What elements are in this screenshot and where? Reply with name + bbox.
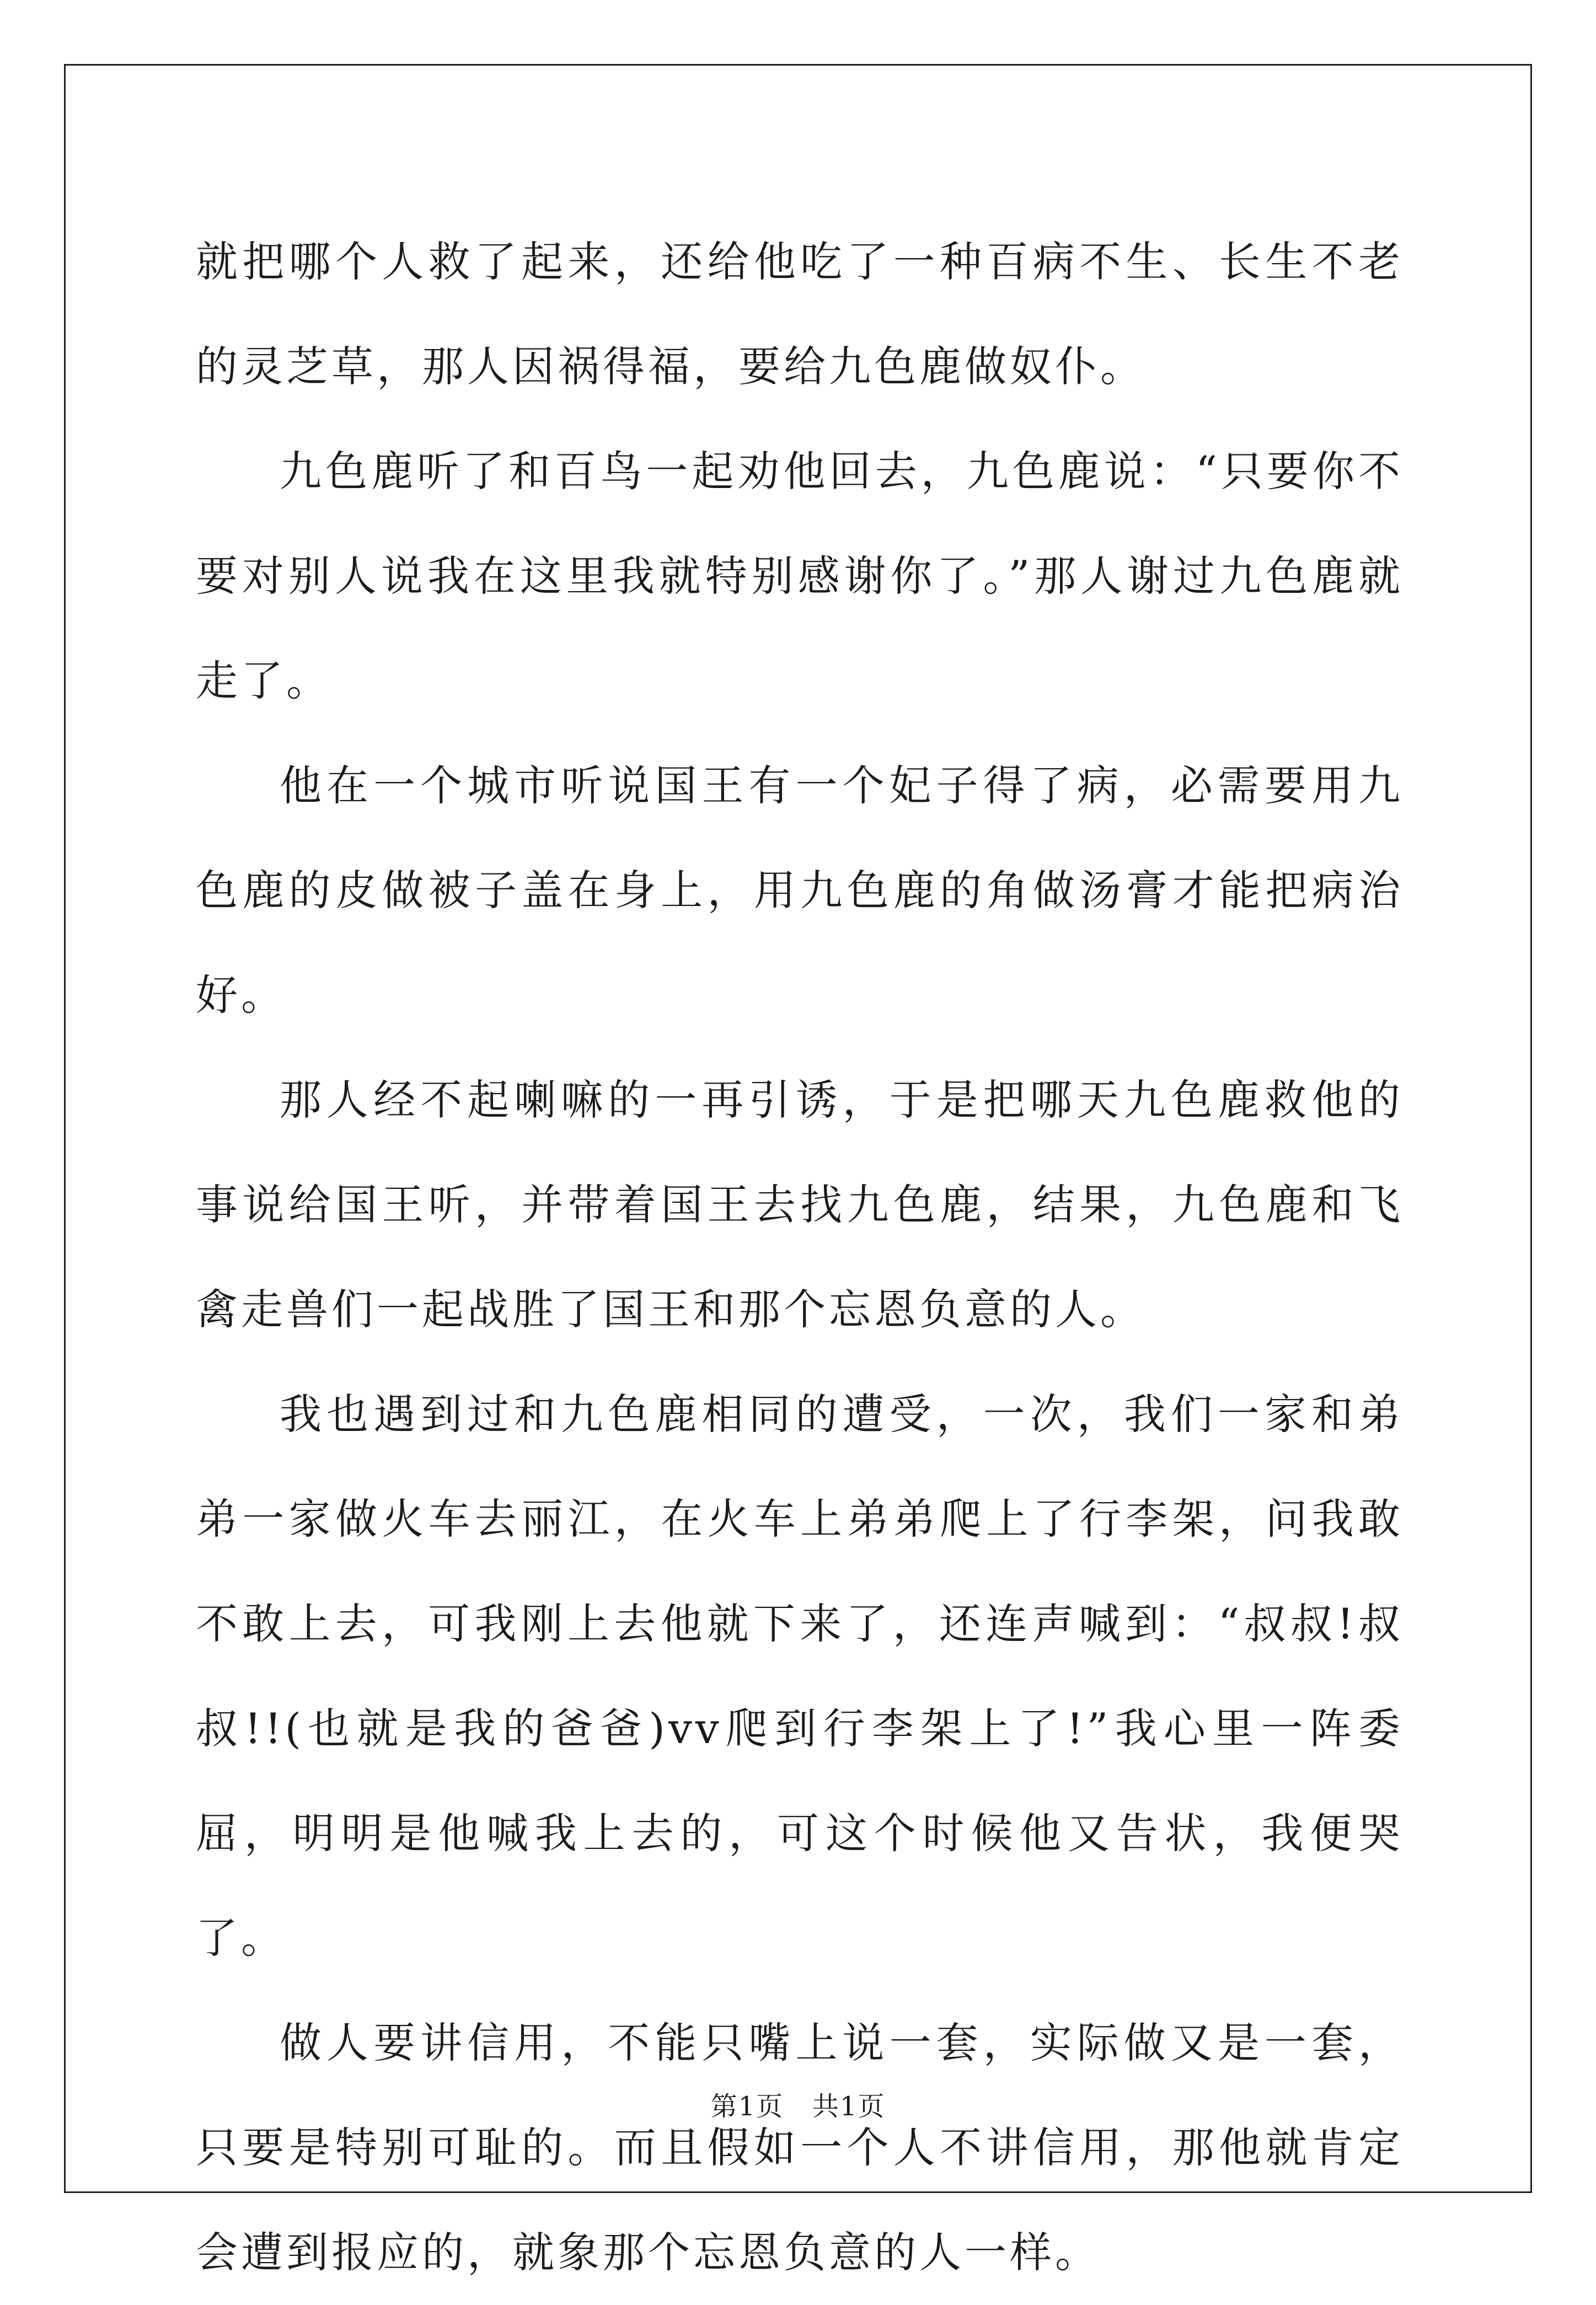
paragraph-1: 就把哪个人救了起来，还给他吃了一种百病不生、长生不老的灵芝草，那人因祸得福，要给九色鹿做奴仆。 xyxy=(196,237,1404,391)
page-footer: 第1页 共1页 xyxy=(710,2091,886,2122)
document-body xyxy=(196,210,1404,2305)
paragraph-3: 他在一个城市听说国王有一个妃子得了病，必需要用九色鹿的皮做被子盖在身上，用九色鹿的角做汤膏才能把病治好。 xyxy=(196,761,1404,1020)
paragraph-2: 九色鹿听了和百鸟一起劝他回去，九色鹿说：“只要你不要对别人说我在这里我就特别感谢你了。”那人谢过九色鹿就走了。 xyxy=(196,447,1404,705)
paragraph-4: 那人经不起喇嘛的一再引诱，于是把哪天九色鹿救他的事说给国王听，并带着国王去找九色鹿，结果，九色鹿和飞禽走兽们一起战胜了国王和那个忘恩负意的人。 xyxy=(196,1075,1404,1334)
paragraph-5: 我也遇到过和九色鹿相同的遭受，一次，我们一家和弟弟一家做火车去丽江，在火车上弟弟爬上了行李架，问我敢不敢上去，可我刚上去他就下来了，还连声喊到：“叔叔!叔叔!!(也就是我的爸爸)vv爬到行李架上了!”我心里一阵委屈，明明是他喊我上去的，可这个时候他又告状，我便哭了。 xyxy=(196,1390,1404,1963)
paragraph-6: 做人要讲信用，不能只嘴上说一套，实际做又是一套，只要是特别可耻的。而且假如一个人不讲信用，那他就肯定会遭到报应的，就象那个忘恩负意的人一样。 xyxy=(196,2018,1404,2277)
